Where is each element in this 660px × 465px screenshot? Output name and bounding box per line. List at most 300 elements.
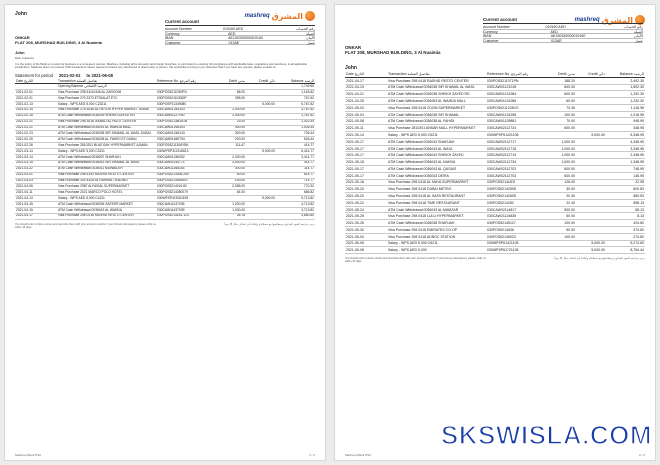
- cell-ref: 030CAW01344103: [156, 107, 216, 113]
- cell-balance: 58.13: [606, 206, 645, 213]
- period-to: to 2021-06-08: [86, 72, 113, 78]
- bank-logo-text-ar: المشرق: [601, 15, 633, 25]
- account-label: Account Number: [165, 27, 192, 31]
- cell-date: 2021-02-21: [15, 125, 57, 131]
- cell-balance: 274.60: [606, 233, 645, 240]
- cell-balance: 686.82: [276, 190, 315, 196]
- cell-date: 2021-03-22: [15, 166, 57, 172]
- cell-debit: 50.00: [216, 172, 246, 178]
- cell-date: 2021-04-25: [345, 98, 387, 105]
- cell-date: 2021-02-25: [15, 137, 57, 143]
- watermark: SKSWISLA.COM: [440, 420, 652, 450]
- cell-balance: 424.60: [606, 220, 645, 227]
- table-row: [345, 199, 645, 206]
- cell-ref: 030POS5213802GN: [156, 119, 216, 125]
- cell-balance: 414.77: [276, 160, 315, 166]
- cell-desc: Visa Purchase 2987 ALFAISAL SUPERMARKET: [57, 184, 156, 190]
- table-row: [345, 226, 645, 233]
- page-number: 1 / 2: [309, 453, 315, 457]
- cell-credit: [576, 77, 606, 84]
- cell-ref: 030CAW01660794: [156, 137, 216, 143]
- cell-balance: 3,680.80: [276, 213, 315, 219]
- cell-credit: 5,000.00: [576, 240, 606, 247]
- cell-ref: 030CAW01264303: [156, 125, 216, 131]
- cell-ref: 030CAW01124258: [486, 111, 546, 118]
- cell-ref: 030POS5214016.82: [156, 184, 216, 190]
- cell-date: 2021-05-17: [345, 165, 387, 172]
- cell-debit: 500.00: [546, 206, 576, 213]
- statement-period: [15, 73, 315, 78]
- bank-logo-text-ar: المشرق: [271, 11, 303, 21]
- cell-desc: Visa Purchase 298 0418 ADNOC STATION: [387, 233, 486, 240]
- cell-ref: 030POS5214UES: [486, 179, 546, 186]
- bank-logo-text-en: mashreq: [244, 13, 270, 19]
- cell-date: 2021-04-15: [15, 202, 57, 208]
- cell-date: 2021-03-15: [15, 160, 57, 166]
- cell-balance: 3,767.62: [276, 107, 315, 113]
- cell-date: 2021-02-26: [15, 143, 57, 149]
- cell-balance: 600.83: [606, 186, 645, 193]
- cell-credit: [576, 84, 606, 91]
- cell-debit: 1,000.00: [216, 208, 246, 214]
- cell-date: 2021-04-03: [15, 178, 57, 184]
- cell-debit: 23.00: [216, 119, 246, 125]
- account-summary-title: Current account: [483, 17, 643, 24]
- account-ar: عميل: [634, 38, 643, 43]
- table-row: [345, 118, 645, 125]
- page-mark: Mashreq Bank PSC: [345, 453, 372, 457]
- cell-debit: 100.00: [546, 111, 576, 118]
- cell-ref: 030WPSP61721105: [486, 247, 546, 254]
- cell-balance: 2,492.30: [606, 77, 645, 84]
- cell-balance: 558.13: [606, 199, 645, 206]
- cell-desc: ATM Cash Withdrawal 0036043 SHEIKH ZAYED: [387, 152, 486, 159]
- cell-debit: 3,000.00: [216, 160, 246, 166]
- cell-desc: Salary - WPS AED 5,000 C4211: [57, 196, 156, 202]
- cell-debit: 111.67: [216, 143, 246, 149]
- cell-balance: 5,348.95: [606, 132, 645, 139]
- cell-credit: [576, 165, 606, 172]
- cell-desc: ATM Cash Withdrawal 0036097 SHARJAH: [57, 154, 156, 160]
- table-row: [345, 77, 645, 84]
- transactions-table: [15, 80, 315, 220]
- cell-desc: Salary - WPS AED 5,000 C6211: [387, 240, 486, 247]
- cell-ref: 030WPSP415311155: [156, 196, 216, 202]
- table-header: [15, 80, 315, 84]
- cell-credit: [576, 145, 606, 152]
- cell-debit: 100.00: [546, 220, 576, 227]
- cell-debit: 1,000.00: [216, 202, 246, 208]
- cell-desc: Salary - WPS AED 5,000 C5211: [387, 132, 486, 139]
- customer-name-top: John: [15, 11, 27, 17]
- cell-desc: ATM Cash Withdrawal 0036091 AL WAHDA MALL: [57, 125, 156, 131]
- col-balance: Balance الرصيد: [606, 73, 645, 77]
- account-summary: [165, 19, 315, 45]
- cell-desc: Visa Purchase 298 0418 EMIRATES CO-OP: [387, 226, 486, 233]
- cell-desc: ATM Cash Withdrawal 0036043 AL WAHDA: [57, 208, 156, 214]
- cell-debit: 600.00: [546, 125, 576, 132]
- cell-debit: 2,000.00: [216, 113, 246, 119]
- cell-debit: 100.00: [216, 178, 246, 184]
- cell-debit: 84.00: [216, 190, 246, 196]
- cell-debit: 600.00: [546, 91, 576, 98]
- cell-ref: 030POS5214250S: [486, 186, 546, 193]
- table-row: [345, 145, 645, 152]
- cell-credit: [576, 152, 606, 159]
- page-number: 2 / 2: [639, 453, 645, 457]
- cell-date: 2021-05-20: [345, 186, 387, 193]
- cell-desc: Visa Purchase 298 0418 DUBAI METRO: [387, 186, 486, 193]
- cell-desc: Salary - WPS AED 5,000 C23211: [57, 101, 156, 107]
- address-line-2: FLAT 208, MURSHAD BUILDING, 3 Al Nuaimia: [345, 50, 441, 55]
- cell-desc: Visa Purchase 298 0418 RASHID RESTO CENTER: [57, 213, 156, 219]
- cell-balance: 22.95: [606, 179, 645, 186]
- cell-balance: 580.53: [606, 193, 645, 200]
- col-debit: Debit مدين: [216, 80, 246, 84]
- cell-date: 2021-03-14: [15, 154, 57, 160]
- table-row: [345, 186, 645, 193]
- page-mark: Mashreq Bank PSC: [15, 453, 42, 457]
- cell-desc: Visa Purchase 298 0418 AL MAYA SUPERMARKET: [387, 179, 486, 186]
- footnote-en: You should refer to these entries and reconcile them with your account records; if you find any discrepancy please notify us within 15 days.: [345, 257, 486, 264]
- cell-ref: 030CAW21124835: [486, 213, 546, 220]
- bank-logo-text-en: mashreq: [574, 17, 600, 23]
- cell-ref: 030WPSP51421105: [486, 132, 546, 139]
- account-label: Customer: [483, 38, 499, 43]
- account-value: 013AE: [228, 40, 240, 45]
- cell-desc: Salary - WPS AED 5,000: [387, 247, 486, 254]
- cell-ref: 030POS5211030PN: [156, 90, 216, 96]
- cell-desc: Visa Purchase 278 3048 AL HEYDR HYPER MARKET DUBAI: [57, 107, 156, 113]
- cell-date: 2021-05-17: [345, 152, 387, 159]
- col-transaction: Transaction تفاصيل العملية: [387, 73, 486, 77]
- cell-balance: 726.44: [276, 131, 315, 137]
- cell-balance: 748.95: [606, 165, 645, 172]
- cell-desc: Visa Purchase 298 0418 ZOOM SUPERMARKET: [387, 104, 486, 111]
- cell-balance: 1,422.44: [276, 119, 315, 125]
- cell-date: 2021-02-23: [15, 131, 57, 137]
- cell-ref: 030POS5211306YBK: [156, 143, 216, 149]
- cell-balance: 374.60: [606, 226, 645, 233]
- cell-debit: 200.00: [216, 137, 246, 143]
- cell-desc: Visa Purchase 298 3018 3008AD AL HOOT CENTER: [57, 119, 156, 125]
- cell-credit: [576, 159, 606, 166]
- table-row: [15, 213, 315, 219]
- cell-date: 2021-02-13: [15, 101, 57, 107]
- cell-balance: 348.95: [606, 125, 645, 132]
- cell-date: 2021-06-02: [345, 233, 387, 240]
- cell-ref: 030POS52145127: [486, 220, 546, 227]
- cell-desc: Visa Purchase 298 0418 LULU HYPERMARKET: [387, 213, 486, 220]
- cell-date: 2021-05-18: [345, 179, 387, 186]
- cell-debit: 50.00: [546, 226, 576, 233]
- footnotes: [15, 223, 315, 229]
- cell-date: 2021-04-11: [15, 190, 57, 196]
- cell-credit: [576, 98, 606, 105]
- cell-ref: 030CAW02112717: [486, 138, 546, 145]
- cell-ref: 030POS5211035DP: [156, 96, 216, 102]
- col-balance: Balance الرصيد: [276, 80, 315, 84]
- account-ar: الآيبان: [634, 34, 643, 39]
- cell-debit: 22.40: [546, 199, 576, 206]
- cell-credit: [246, 213, 276, 219]
- cell-balance: 148.95: [606, 172, 645, 179]
- intro-paragraph: It is the policy of the Bank to conduct its business in a competent manner. Mashreq, including all its domestic and foreign branches, is committed to ensuring full compliance with applicable laws, regulations and sanctions, in all applicable jurisdictions. Mashreq does not process USD transactions where payment involves any sanctioned or listed entity or person. We would like to bring to your attention that if you have any queries, please contact us.: [15, 61, 307, 69]
- cell-ref: 030CAW02112702: [486, 165, 546, 172]
- cell-ref: 030CAW01046143: [156, 131, 216, 137]
- cell-ref: 030WPSP61421105: [486, 240, 546, 247]
- footnote-en: You should refer to these entries and reconcile them with your account records; if you find any discrepancy please notify us within 15 days.: [15, 222, 156, 229]
- cell-date: 2021-05-28: [345, 220, 387, 227]
- cell-credit: 5,000.00: [576, 247, 606, 254]
- cell-debit: 1,000.00: [546, 138, 576, 145]
- cell-balance: 1,163.82: [276, 90, 315, 96]
- cell-debit: 50.00: [546, 213, 576, 220]
- table-row: [345, 138, 645, 145]
- cell-debit: [546, 247, 576, 254]
- cell-date: 2021-05-08: [345, 118, 387, 125]
- cell-desc: ATM Cash Withdrawal 0036043 SIR SHAMAL AL WASL: [57, 160, 156, 166]
- cell-credit: [576, 213, 606, 220]
- table-row: [345, 240, 645, 247]
- cell-desc: Visa Purchase 298 0418 AL SAFA RESTAURANT: [387, 193, 486, 200]
- cell-ref: 030CAW02114817: [486, 206, 546, 213]
- account-ar: رقم الحساب: [624, 25, 643, 29]
- cell-balance: 526.44: [276, 137, 315, 143]
- table-row: [345, 98, 645, 105]
- cell-date: 2021-05-11: [345, 125, 387, 132]
- cell-date: 2021-05-18: [345, 159, 387, 166]
- cell-ref: 030CAW01131085: [486, 98, 546, 105]
- cell-balance: 1,018.95: [606, 111, 645, 118]
- account-ar: العملة: [305, 31, 315, 36]
- table-row: [345, 179, 645, 186]
- customer-name: John: [345, 65, 357, 71]
- col-date: Date التاريخ: [345, 73, 387, 77]
- cell-ref: 030POS5214282: [486, 199, 546, 206]
- account-ar: العملة: [633, 29, 643, 34]
- cell-credit: [576, 118, 606, 125]
- cell-date: 2021-04-14: [15, 196, 57, 202]
- account-ar: رقم الحساب: [296, 27, 315, 31]
- cell-date: 2021-06-08: [345, 247, 387, 254]
- cell-date: 2021-05-04: [345, 111, 387, 118]
- table-row: [345, 220, 645, 227]
- cell-balance: 114.77: [276, 166, 315, 172]
- cell-desc: ATM Cash Withdrawal 0036043 AL MAMZAR: [387, 206, 486, 213]
- cell-credit: 5,000.00: [576, 132, 606, 139]
- cell-balance: 4,713.82: [276, 202, 315, 208]
- cell-debit: 2,000.00: [216, 154, 246, 160]
- cell-balance: 1,892.30: [606, 84, 645, 91]
- cell-date: 2021-05-25: [345, 213, 387, 220]
- cell-desc: Salary - WPS AED 5,000 C3211: [57, 149, 156, 155]
- cell-balance: 1,118.95: [606, 104, 645, 111]
- account-label: Account Number: [483, 25, 510, 29]
- cell-desc: Visa Purchase 298 0418 RASHID RESTO CENTER: [387, 77, 486, 84]
- account-value: 019160 AED: [545, 25, 566, 29]
- table-row: [345, 206, 645, 213]
- cell-desc: ATM Cash Withdrawal 0036063 AL WAHDA MALL: [387, 98, 486, 105]
- account-summary-row: [165, 41, 315, 46]
- cell-balance: 814.77: [276, 172, 315, 178]
- table-row: [345, 91, 645, 98]
- cell-ref: 030WPSP312116613: [156, 149, 216, 155]
- col-debit: Debit مدين: [546, 73, 576, 77]
- cell-date: 2021-04-15: [15, 208, 57, 214]
- cell-credit: [576, 125, 606, 132]
- cell-date: 2021-04-17: [345, 77, 387, 84]
- cell-debit: 300.00: [216, 166, 246, 172]
- cell-desc: Visa Purchase 270 3373 ETISALAT ETC: [57, 96, 156, 102]
- cell-ref: 030CAW11437009: [156, 208, 216, 214]
- cell-credit: [576, 111, 606, 118]
- table-row: [345, 172, 645, 179]
- footnotes: [345, 257, 645, 263]
- cell-credit: [576, 220, 606, 227]
- cell-debit: [546, 240, 576, 247]
- cell-desc: ATM Cash Withdrawal 0036038 SIR SHAMAL AL WASL DUBAI: [57, 131, 156, 137]
- cell-desc: ATM Cash Withdrawal 0036036 SAFEER MARKET: [57, 202, 156, 208]
- cell-debit: 1,000.00: [546, 145, 576, 152]
- cell-debit: 73.35: [546, 104, 576, 111]
- cell-desc: Visa Purchase 200 4328 AL RAHIMA TRADING: [57, 178, 156, 184]
- cell-ref: 030CAW01129881: [486, 118, 546, 125]
- cell-desc: ATM Cash Withdrawal 0036038 SIR SHAMAL AL WASL: [387, 84, 486, 91]
- cell-ref: 030POSP11349080: [156, 101, 216, 107]
- cell-desc: ATM Cash Withdrawal 0036043 SHARJAH: [387, 138, 486, 145]
- cell-desc: ATM Cash Withdrawal 0036038 AL FAHIDI ST DUBAI: [57, 137, 156, 143]
- cell-credit: [576, 91, 606, 98]
- cell-debit: 600.00: [546, 172, 576, 179]
- cell-date: 2021-05-17: [345, 145, 387, 152]
- cell-balance: 5,274.60: [606, 240, 645, 247]
- cell-balance: 3,713.82: [276, 208, 315, 214]
- greeting: Dear Customer,: [15, 56, 35, 60]
- account-summary-title: Current account: [165, 19, 315, 26]
- cell-credit: [576, 233, 606, 240]
- cell-ref: 030POS5213306.250: [156, 172, 216, 178]
- account-ar: الآيبان: [306, 36, 315, 41]
- cell-date: 2021-04-17: [15, 213, 57, 219]
- account-label: IBAN: [483, 34, 492, 39]
- cell-debit: 70.00: [546, 118, 576, 125]
- col-reference: Reference No. رقم المرجع: [486, 73, 546, 77]
- cell-credit: 5,000.00: [246, 196, 276, 202]
- cell-desc: ATM Cash Withdrawal 0036043 DEIRA: [387, 172, 486, 179]
- account-value: AED: [550, 29, 558, 34]
- cell-balance: 3,348.95: [606, 145, 645, 152]
- cell-date: 2021-04-21: [345, 91, 387, 98]
- cell-date: 2021-04-01: [15, 172, 57, 178]
- cell-credit: [576, 193, 606, 200]
- cell-balance: 8.13: [606, 213, 645, 220]
- cell-debit: 20.30: [546, 193, 576, 200]
- cell-ref: 030CAW11437006: [156, 202, 216, 208]
- table-row: [345, 152, 645, 159]
- account-value: AE150330000019160: [550, 34, 586, 39]
- cell-balance: 5,713.82: [276, 196, 315, 202]
- cell-ref: 030POS5214260S: [486, 193, 546, 200]
- cell-debit: 1,000.00: [546, 152, 576, 159]
- cell-balance: 5,767.82: [276, 101, 315, 107]
- cell-desc: Visa Purchase 2810201 ANSAR MALL HYPERMARKET: [387, 125, 486, 132]
- cell-ref: 030POS5211228CS: [486, 104, 546, 111]
- cell-credit: 5,000.00: [246, 149, 276, 155]
- col-reference: Reference No. رقم المرجع: [156, 80, 216, 84]
- cell-balance: 948.95: [606, 118, 645, 125]
- account-summary: [483, 17, 643, 43]
- address-line-1: ONKAR: [345, 45, 362, 50]
- cell-debit: 2,085.00: [216, 184, 246, 190]
- cell-ref: 030POS5214181.123: [156, 213, 216, 219]
- cell-balance: 1,348.95: [606, 159, 645, 166]
- cell-debit: 395.00: [216, 96, 246, 102]
- account-label: IBAN: [165, 36, 174, 41]
- customer-address: [345, 45, 645, 55]
- table-row: [345, 125, 645, 132]
- cell-date: 2021-05-17: [345, 172, 387, 179]
- account-summary-row: [483, 39, 643, 44]
- col-date: Date التاريخ: [15, 80, 57, 84]
- footnote-ar: يرجى مراجعة القيود المذكورة ومطابقتها مع سجلاتكم وإبلاغنا بأي اختلاف خلال 15 يوماً: [224, 222, 315, 226]
- cell-balance: 1,767.62: [276, 113, 315, 119]
- cell-debit: 60.00: [546, 98, 576, 105]
- cell-desc: ATM Cash Withdrawal 0036043 AL QUSAIS: [387, 165, 486, 172]
- cell-balance: 4,348.95: [606, 138, 645, 145]
- cell-ref: 030CAW01040052: [156, 154, 216, 160]
- cell-date: 2021-02-15: [15, 113, 57, 119]
- cell-debit: 35.78: [216, 213, 246, 219]
- cell-credit: [576, 199, 606, 206]
- cell-desc: Visa Purchase 298 0418 TIME RESTAURANT: [387, 199, 486, 206]
- cell-credit: [576, 206, 606, 213]
- cell-date: 2021-03-14: [15, 149, 57, 155]
- table-row: [345, 165, 645, 172]
- cell-debit: 600.00: [546, 84, 576, 91]
- cell-ref: 030CAW01144773: [156, 160, 216, 166]
- cell-debit: 30.00: [546, 186, 576, 193]
- cell-balance: 1,292.30: [606, 91, 645, 98]
- cell-credit: [576, 226, 606, 233]
- table-row: [345, 213, 645, 220]
- cell-desc: ATM Cash Withdrawal 0036038 SIR SHAMAL: [387, 111, 486, 118]
- account-value: AED: [227, 31, 236, 36]
- cell-balance: 3,414.77: [276, 154, 315, 160]
- cell-debit: 400.00: [216, 125, 246, 131]
- cell-balance: 770.32: [276, 184, 315, 190]
- cell-ref: 030CAW01121018: [486, 84, 546, 91]
- cell-balance: 1,749.65: [276, 84, 315, 90]
- table-row: [345, 104, 645, 111]
- table-row: [345, 84, 645, 91]
- cell-date: 2021-02-01: [15, 96, 57, 102]
- cell-debit: 300.00: [216, 131, 246, 137]
- cell-ref: 030CAW02112719: [486, 152, 546, 159]
- cell-desc: ATM Cash Withdrawal 0036011 MUWAILEH: [57, 166, 156, 172]
- cell-balance: 5,414.77: [276, 149, 315, 155]
- cell-desc: Visa Purchase 298 51110446 AL ZAROONI: [57, 90, 156, 96]
- cell-credit: [576, 172, 606, 179]
- cell-balance: 2,348.95: [606, 152, 645, 159]
- address-line-2: FLAT 208, MURSHAD BUILDING, 3 Al Nuaimia: [15, 40, 102, 45]
- account-ar: عميل: [306, 40, 315, 45]
- period-from: 2021-02-01: [58, 72, 81, 78]
- cell-ref: 030POS52146023: [486, 233, 546, 240]
- cell-date: 2021-05-24: [345, 206, 387, 213]
- cell-balance: 8,754.44: [606, 247, 645, 254]
- cell-date: 2021-05-17: [345, 138, 387, 145]
